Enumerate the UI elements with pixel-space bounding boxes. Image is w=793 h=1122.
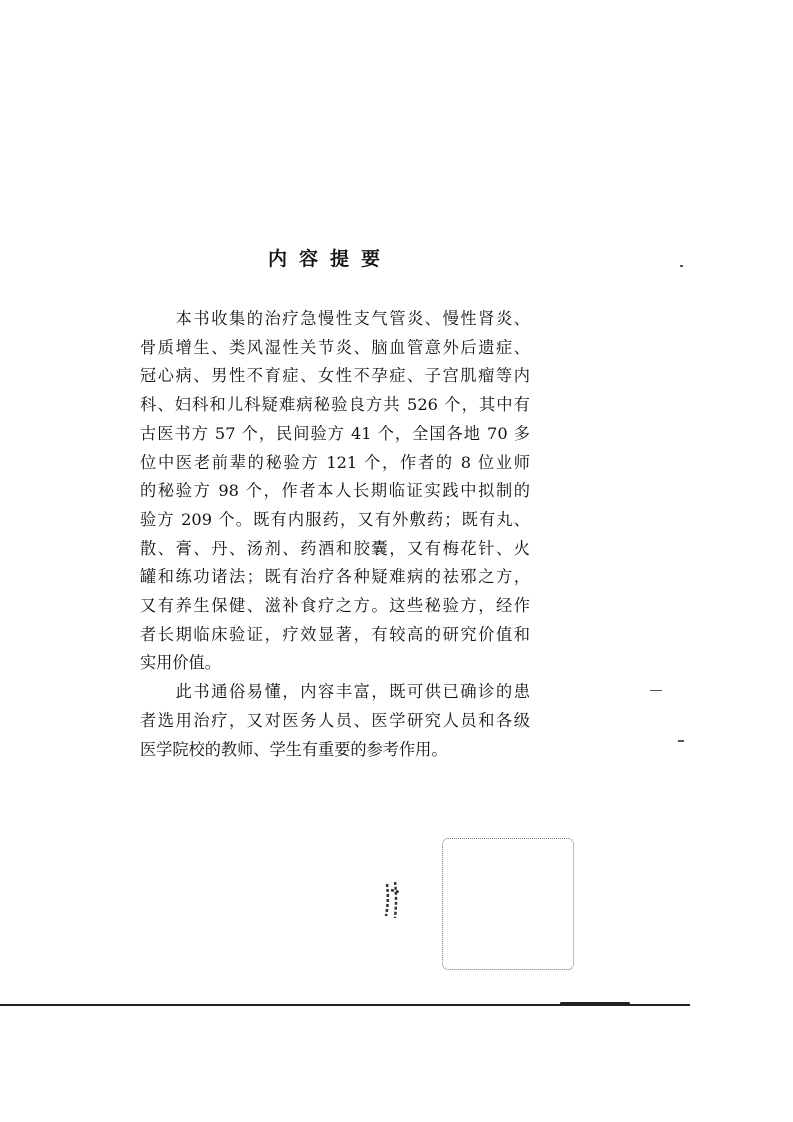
text-line: 验方 209 个。既有内服药，又有外敷药；既有丸、 <box>140 509 530 529</box>
page-title: 内容提要 <box>267 248 392 270</box>
paragraph-2 <box>140 678 530 764</box>
scan-speck <box>678 740 684 742</box>
text-line: 罐和练功诸法；既有治疗各种疑难病的祛邪之方， <box>140 567 530 587</box>
text-line: 冠心病、男性不育症、女性不孕症、子宫肌瘤等内 <box>140 366 530 386</box>
text-line: 此书通俗易懂，内容丰富，既可供已确诊的患 <box>140 682 530 702</box>
text-line: 骨质增生、类风湿性关节炎、脑血管意外后遗症、 <box>140 337 530 357</box>
text-line: 散、膏、丹、汤剂、药酒和胶囊，又有梅花针、火 <box>140 538 530 558</box>
bottom-rule-thick <box>560 1002 630 1005</box>
text-line: 的秘验方 98 个，作者本人长期临证实践中拟制的 <box>140 481 530 501</box>
scan-speck <box>680 265 683 267</box>
scan-mark <box>383 880 411 920</box>
text-line: 位中医老前辈的秘验方 121 个，作者的 8 位业师 <box>140 452 530 472</box>
text-line: 医学院校的教师、学生有重要的参考作用。 <box>140 739 448 759</box>
text-line: 者长期临床验证，疗效显著，有较高的研究价值和 <box>140 624 530 644</box>
paragraph-1 <box>140 305 530 678</box>
text-line: 又有养生保健、滋补食疗之方。这些秘验方，经作 <box>140 596 530 616</box>
text-line: 古医书方 57 个，民间验方 41 个，全国各地 70 多 <box>140 423 530 443</box>
scan-speck <box>650 690 662 691</box>
text-line: 实用价值。 <box>140 653 221 673</box>
text-line: 者选用治疗，又对医务人员、医学研究人员和各级 <box>140 710 530 730</box>
stamp-box <box>442 838 574 970</box>
text-line: 科、妇科和儿科疑难病秘验良方共 526 个，其中有 <box>140 395 530 415</box>
text-line: 本书收集的治疗急慢性支气管炎、慢性肾炎、 <box>140 309 530 328</box>
summary-text <box>140 305 530 764</box>
